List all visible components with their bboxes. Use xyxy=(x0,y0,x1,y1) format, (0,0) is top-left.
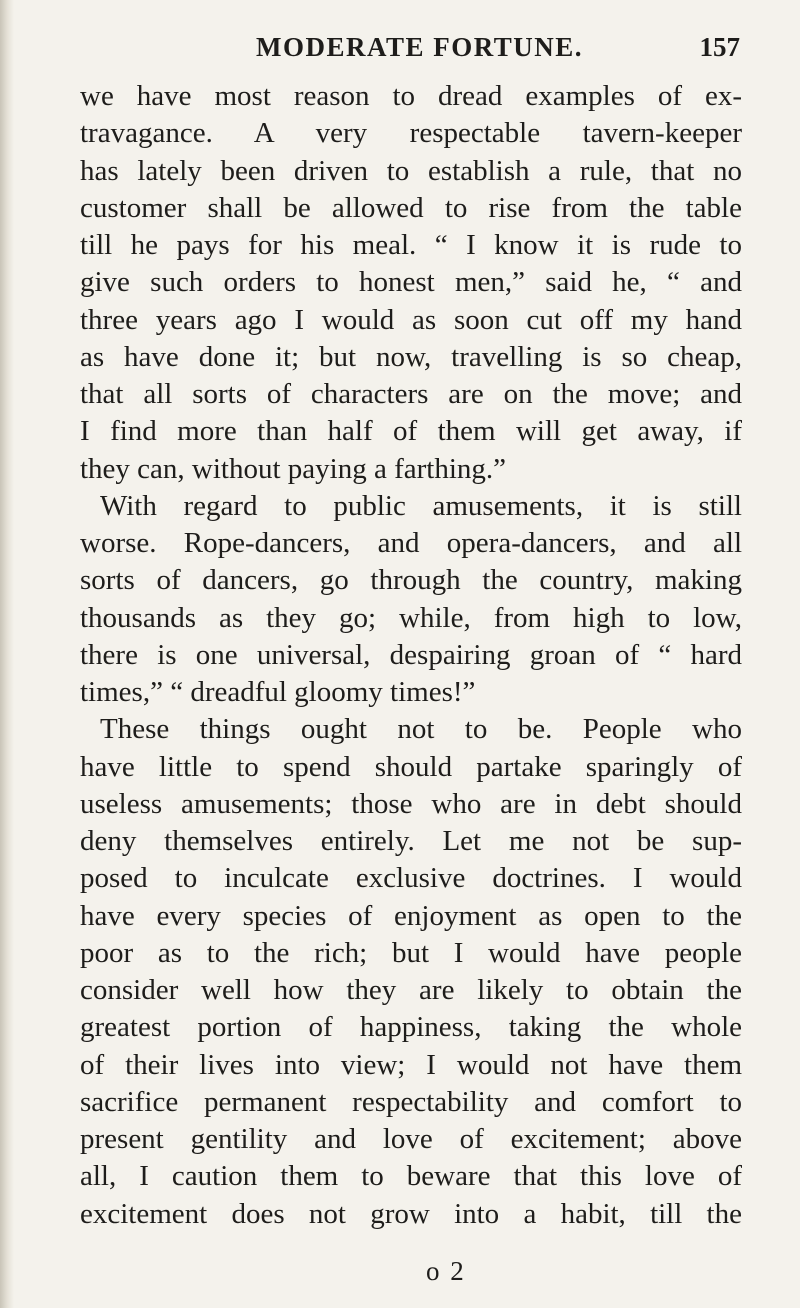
signature-mark: o 2 xyxy=(426,1256,466,1286)
text-line: they can, without paying a farthing.” xyxy=(80,452,507,485)
text-line: I find more than half of them will get away, if xyxy=(80,415,742,448)
page-gutter-shadow xyxy=(0,0,14,1308)
text-line: posed to inculcate exclusive doctrines. I would xyxy=(80,862,742,895)
text-line: consider well how they are likely to obtain the xyxy=(80,974,742,1006)
text-line: poor as to the rich; but I would have people xyxy=(80,936,742,969)
text-line: thousands as they go; while, from high to low, xyxy=(80,601,742,634)
text-line: give such orders to honest men,” said he, “ and xyxy=(80,266,742,299)
text-line: of their lives into view; I would not have them xyxy=(80,1048,742,1081)
text-line: times,” “ dreadful gloomy times!” xyxy=(80,676,476,708)
text-line: excitement does not grow into a habit, till the xyxy=(80,1197,742,1230)
text-line: has lately been driven to establish a rule, that no xyxy=(80,154,742,187)
text-line: present gentility and love of excitement; above xyxy=(80,1123,742,1155)
text-line: customer shall be allowed to rise from the table xyxy=(80,191,742,224)
text-line: These things ought not to be. People who xyxy=(100,713,742,746)
text-line: there is one universal, despairing groan of “ hard xyxy=(80,638,742,671)
text-line: travagance. A very respectable tavern-keeper xyxy=(80,117,742,150)
text-line: three years ago I would as soon cut off my hand xyxy=(80,303,742,336)
text-line: as have done it; but now, travelling is so cheap, xyxy=(80,340,742,373)
text-line: till he pays for his meal. “ I know it is rude to xyxy=(80,229,742,261)
text-line: sorts of dancers, go through the country, making xyxy=(80,564,742,597)
running-head: MODERATE FORTUNE. xyxy=(256,32,584,62)
body-text xyxy=(80,78,742,1233)
text-line: have little to spend should partake sparingly of xyxy=(80,750,742,783)
text-line: worse. Rope-dancers, and opera-dancers, and all xyxy=(80,527,742,559)
page-number: 157 xyxy=(699,32,740,62)
page-header xyxy=(80,26,740,66)
text-line: sacrifice permanent respectability and comfort to xyxy=(80,1085,742,1118)
text-line: have every species of enjoyment as open to the xyxy=(80,899,742,932)
text-line: With regard to public amusements, it is still xyxy=(100,489,742,522)
text-line: that all sorts of characters are on the move; and xyxy=(80,378,742,410)
text-line: deny themselves entirely. Let me not be sup- xyxy=(80,825,742,857)
text-line: we have most reason to dread examples of ex- xyxy=(80,80,742,112)
text-line: useless amusements; those who are in debt should xyxy=(80,787,742,820)
text-line: all, I caution them to beware that this love of xyxy=(80,1160,742,1193)
text-line: greatest portion of happiness, taking the whole xyxy=(80,1011,742,1044)
